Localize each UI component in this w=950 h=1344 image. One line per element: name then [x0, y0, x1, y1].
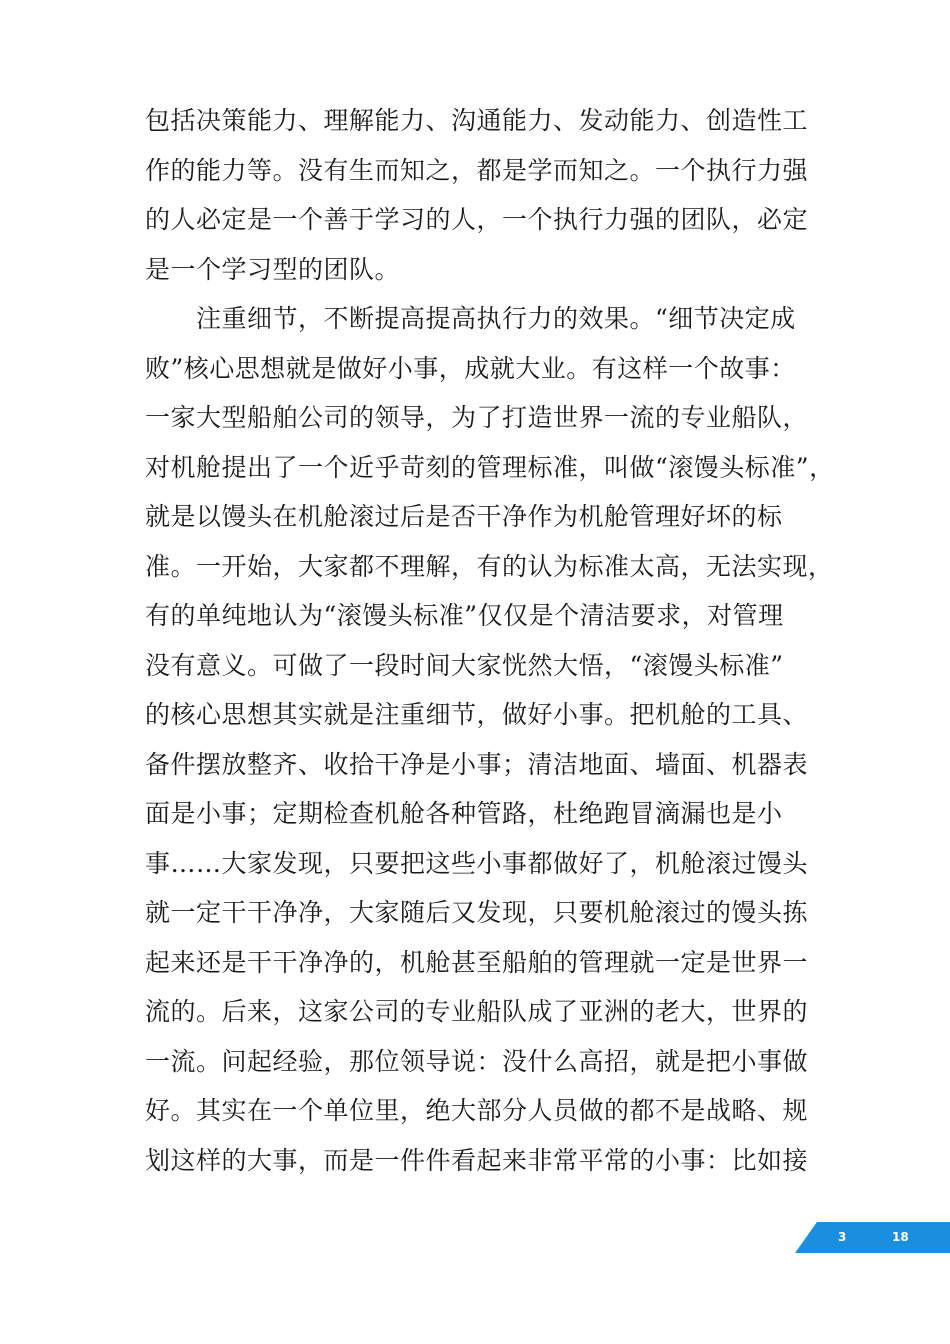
text-line: 好。其实在一个单位里，绝大部分人员做的都不是战略、规 [145, 1096, 809, 1125]
text-line: 有的单纯地认为“滚馒头标准”仅仅是个清洁要求，对管理 [145, 601, 784, 630]
text-line: 起来还是干干净净的，机舱甚至船舶的管理就一定是世界一 [145, 947, 809, 977]
footer-page-band [795, 1222, 950, 1253]
text-line: 是一个学习型的团队。 [145, 254, 401, 284]
text-line: 的人必定是一个善于学习的人，一个执行力强的团队，必定 [145, 205, 809, 234]
text-line: 一流。问起经验，那位领导说：没什么高招，就是把小事做 [145, 1046, 809, 1076]
text-line: 事……大家发现，只要把这些小事都做好了，机舱滚过馒头 [145, 848, 809, 878]
text-line: 划这样的大事，而是一件件看起来非常平常的小事：比如接 [145, 1145, 809, 1175]
body-text [145, 96, 835, 1185]
text-line: 包括决策能力、理解能力、沟通能力、发动能力、创造性工 [145, 106, 809, 135]
text-line: 一家大型船舶公司的领导，为了打造世界一流的专业船队， [145, 403, 809, 432]
text-line: 面是小事；定期检查机舱各种管路，杜绝跑冒滴漏也是小 [145, 799, 783, 828]
text-line: 没有意义。可做了一段时间大家恍然大悟，“滚馒头标准” [145, 650, 784, 680]
text-line: 作的能力等。没有生而知之，都是学而知之。一个执行力强 [145, 155, 809, 185]
page-number: 3 [838, 1230, 847, 1244]
text-line: 就一定干干净净，大家随后又发现，只要机舱滚过的馒头拣 [145, 898, 809, 927]
text-line: 败”核心思想就是做好小事，成就大业。有这样一个故事： [145, 353, 796, 383]
text-line: 注重细节，不断提高提高执行力的效果。“细节决定成 [145, 304, 796, 333]
text-line: 准。一开始，大家都不理解，有的认为标准太高，无法实现， [145, 551, 834, 581]
text-line: 流的。后来，这家公司的专业船队成了亚洲的老大，世界的 [145, 997, 809, 1026]
text-line: 的核心思想其实就是注重细节，做好小事。把机舱的工具、 [145, 700, 809, 729]
text-line: 就是以馒头在机舱滚过后是否干净作为机舱管理好坏的标 [145, 502, 783, 531]
text-line: 对机舱提出了一个近乎苛刻的管理标准，叫做“滚馒头标准”， [145, 452, 835, 482]
text-line: 备件摆放整齐、收拾干净是小事；清洁地面、墙面、机器表 [145, 749, 809, 779]
total-pages: 18 [892, 1230, 909, 1244]
